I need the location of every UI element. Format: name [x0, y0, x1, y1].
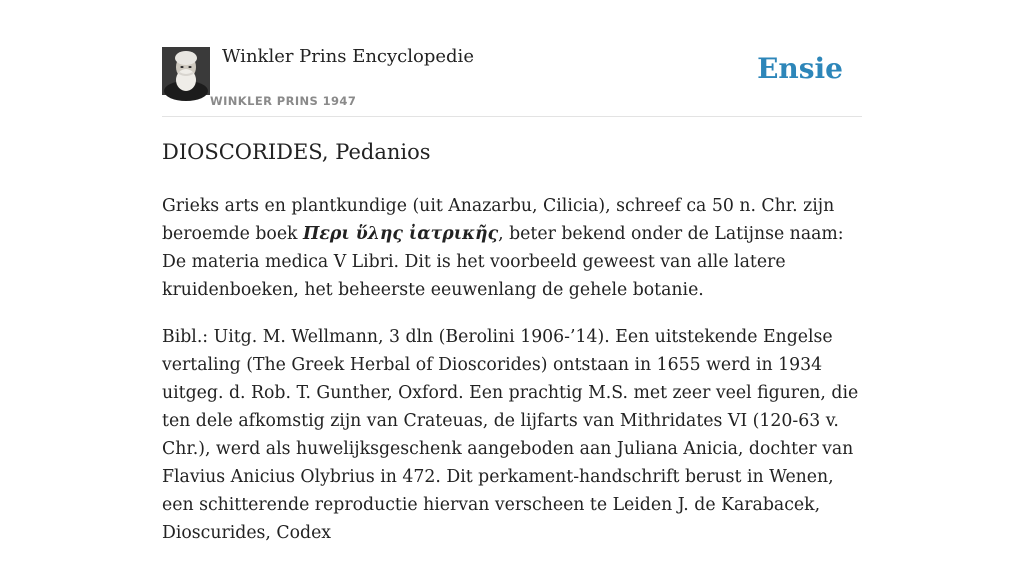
paragraph-2: Bibl.: Uitg. M. Wellmann, 3 dln (Berolini 1906-’14). Een uitstekende Engelse vertaling (The Greek Herbal of Dioscorides) ontstaan in 1655 werd in 1934 uitgeg. d. Rob. T. Gunther, Oxford. Een prachtig M.S. met zeer veel figuren, die ten dele afkomstig zijn van Crateuas, de lijfarts van Mithridates VI (120-63 v. Chr.), werd als huwelijksgeschenk aangeboden aan Juliana Anicia, dochter van Flavius Anicius Olybrius in 472. Dit perkament-handschrift berust in Wenen, een schitterende reproductie hiervan verscheen te Leiden J. de Karabacek, Dioscurides, Codex: [162, 327, 859, 543]
brand-logo[interactable]: Ensie: [757, 52, 843, 85]
site-subtitle: WINKLER PRINS 1947: [210, 94, 357, 108]
article-title: DIOSCORIDES, Pedanios: [162, 140, 431, 164]
greek-title: Περι ὕλης ἰατρικῆς: [303, 224, 499, 244]
paragraph-1-text-end: , beter bekend onder de Latijnse naam: De materia medica V Libri. Dit is het voorbeeld geweest van alle latere kruidenboeken, het beheerste eeuwenlang de gehele botanie.: [162, 224, 844, 300]
paragraph-1: [162, 192, 867, 304]
bearded-man-portrait-icon: [162, 47, 210, 95]
author-avatar[interactable]: [162, 47, 210, 95]
article-body: [162, 192, 867, 566]
paragraph-1-text-start: Grieks arts en plantkundige (uit Anazarbu, Cilicia), schreef ca 50 n. Chr. zijn beroemde boek: [162, 196, 835, 244]
header: [162, 44, 862, 117]
site-title[interactable]: Winkler Prins Encyclopedie: [222, 46, 474, 67]
